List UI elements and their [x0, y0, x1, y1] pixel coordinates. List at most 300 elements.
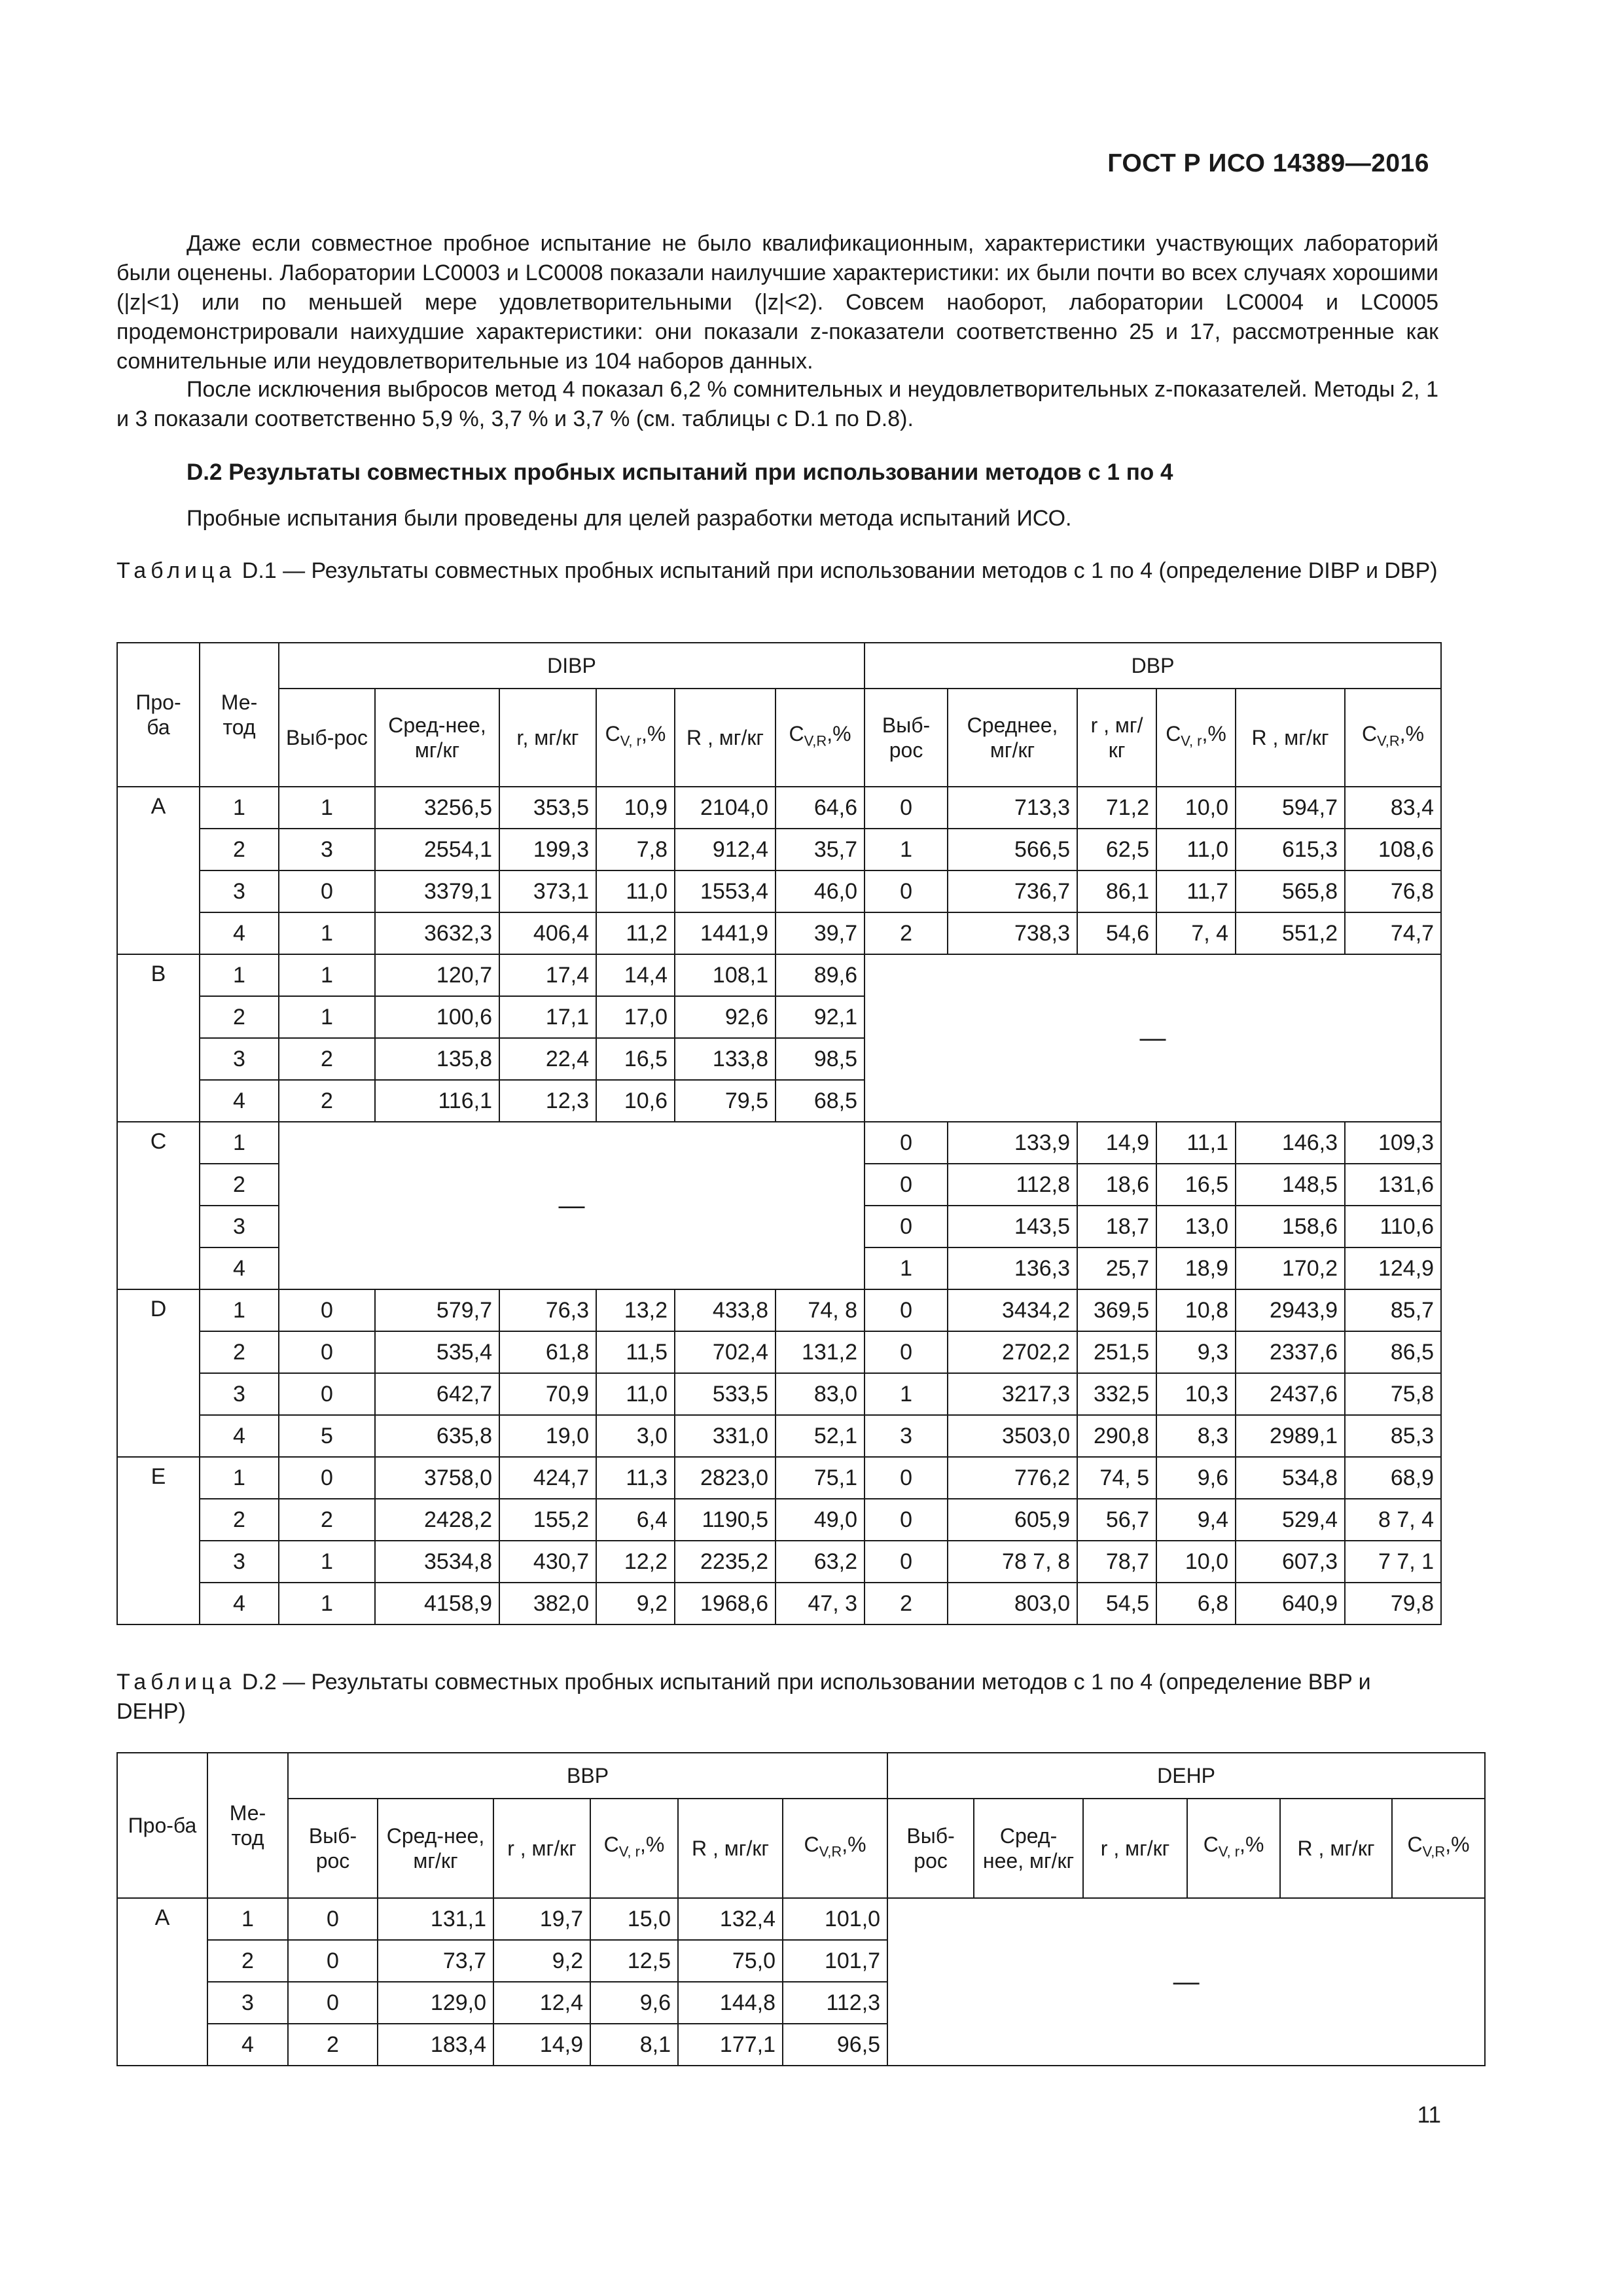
table-cell: 96,5: [783, 2024, 887, 2066]
cvR-subscript: V,R: [1377, 732, 1400, 749]
table-cell: 75,8: [1345, 1373, 1441, 1415]
method-cell: 1: [200, 954, 279, 996]
header-r: r , мг/кг: [493, 1799, 590, 1898]
method-cell: 4: [200, 1583, 279, 1624]
method-cell: 1: [200, 1457, 279, 1499]
table-cell: 0: [865, 1541, 948, 1583]
table-cell: 46,0: [776, 870, 865, 912]
table-cell: 0: [865, 1122, 948, 1164]
table-cell: 290,8: [1077, 1415, 1156, 1457]
table-cell: 0: [288, 1940, 378, 1982]
table-cell: 39,7: [776, 912, 865, 954]
table-d2: [116, 1752, 1486, 2066]
table-cell: 9,2: [596, 1583, 675, 1624]
table-cell: 54,6: [1077, 912, 1156, 954]
table-cell: 1441,9: [675, 912, 776, 954]
table-cell: 9,3: [1156, 1331, 1236, 1373]
table-cell: 62,5: [1077, 829, 1156, 870]
table-cell: 1968,6: [675, 1583, 776, 1624]
table-cell: 19,7: [493, 1898, 590, 1940]
table-cell: 101,7: [783, 1940, 887, 1982]
header-method: Ме-тод: [200, 643, 279, 787]
table-row: [117, 829, 1441, 870]
table-cell: 74, 8: [776, 1289, 865, 1331]
table-cell: 9,2: [493, 1940, 590, 1982]
no-data-cell: —: [887, 1898, 1485, 2066]
table-cell: 10,0: [1156, 1541, 1236, 1583]
table-cell: 594,7: [1236, 787, 1345, 829]
table-cell: 18,6: [1077, 1164, 1156, 1206]
table-cell: 1: [279, 787, 375, 829]
method-cell: 4: [200, 912, 279, 954]
table-cell: 70,9: [499, 1373, 596, 1415]
table-cell: 1: [279, 1583, 375, 1624]
table-cell: 11,7: [1156, 870, 1236, 912]
header-outliers: Выб-рос: [288, 1799, 378, 1898]
method-cell: 2: [200, 1164, 279, 1206]
table-cell: 3503,0: [948, 1415, 1077, 1457]
table-cell: 13,0: [1156, 1206, 1236, 1247]
header-cvR: [1345, 689, 1441, 787]
table-cell: 17,4: [499, 954, 596, 996]
table-caption-text: D.1 — Результаты совместных пробных испытаний при использовании методов с 1 по 4 (определение DIBP и DBP): [236, 558, 1438, 583]
table-cell: 112,3: [783, 1982, 887, 2024]
table-cell: 251,5: [1077, 1331, 1156, 1373]
sample-label: C: [117, 1122, 200, 1289]
table-cell: 2437,6: [1236, 1373, 1345, 1415]
table-cell: 155,2: [499, 1499, 596, 1541]
table-cell: 79,8: [1345, 1583, 1441, 1624]
table-cell: 131,6: [1345, 1164, 1441, 1206]
table-cell: 78,7: [1077, 1541, 1156, 1583]
table-cell: 1: [865, 1373, 948, 1415]
cvr-symbol: C: [1166, 722, 1181, 746]
table-row: [117, 1373, 1441, 1415]
table-cell: 131,2: [776, 1331, 865, 1373]
group-header-bbp: BBP: [288, 1753, 887, 1799]
table-cell: 12,4: [493, 1982, 590, 2024]
table-cell: 83,0: [776, 1373, 865, 1415]
table-cell: 2: [279, 1499, 375, 1541]
table-cell: 9,4: [1156, 1499, 1236, 1541]
table-row: [117, 912, 1441, 954]
header-r: r , мг/кг: [1083, 1799, 1187, 1898]
table-cell: 63,2: [776, 1541, 865, 1583]
cvr-unit: ,%: [1240, 1833, 1264, 1857]
group-header-dibp: DIBP: [279, 643, 865, 689]
header-outliers: Выб-рос: [887, 1799, 974, 1898]
table-cell: 6,8: [1156, 1583, 1236, 1624]
table-cell: 56,7: [1077, 1499, 1156, 1541]
table-cell: 1190,5: [675, 1499, 776, 1541]
table-cell: 353,5: [499, 787, 596, 829]
table-label: Таблица: [116, 1670, 236, 1695]
header-mean: Сред-нее, мг/кг: [375, 689, 499, 787]
table-cell: 35,7: [776, 829, 865, 870]
table-cell: 738,3: [948, 912, 1077, 954]
table-cell: 49,0: [776, 1499, 865, 1541]
no-data-cell: —: [865, 954, 1441, 1122]
header-mean: Сред-нее, мг/кг: [378, 1799, 493, 1898]
method-cell: 3: [207, 1982, 288, 2024]
cvr-unit: ,%: [639, 1833, 665, 1857]
method-cell: 1: [207, 1898, 288, 1940]
table-cell: 54,5: [1077, 1583, 1156, 1624]
table-cell: 86,1: [1077, 870, 1156, 912]
table-cell: 109,3: [1345, 1122, 1441, 1164]
table-cell: 605,9: [948, 1499, 1077, 1541]
header-R: R , мг/кг: [1236, 689, 1345, 787]
table-row: [117, 1415, 1441, 1457]
table-cell: 101,0: [783, 1898, 887, 1940]
header-sample: Про-ба: [117, 1753, 207, 1898]
table-cell: 3: [865, 1415, 948, 1457]
header-cvR: [776, 689, 865, 787]
table-cell: 19,0: [499, 1415, 596, 1457]
table-row: [117, 1331, 1441, 1373]
table-cell: 133,9: [948, 1122, 1077, 1164]
table-cell: 52,1: [776, 1415, 865, 1457]
table-2-caption: [116, 1668, 1438, 1727]
table-cell: 640,9: [1236, 1583, 1345, 1624]
header-outliers: Выб-рос: [865, 689, 948, 787]
section-heading: D.2 Результаты совместных пробных испытаний при использовании методов с 1 по 4: [187, 459, 1173, 485]
table-cell: 85,7: [1345, 1289, 1441, 1331]
table-cell: 3: [279, 829, 375, 870]
table-d1: [116, 642, 1442, 1625]
method-cell: 1: [200, 787, 279, 829]
table-cell: 98,5: [776, 1038, 865, 1080]
method-cell: 3: [200, 870, 279, 912]
table-cell: 1: [279, 912, 375, 954]
table-cell: 132,4: [678, 1898, 783, 1940]
table-cell: 14,4: [596, 954, 675, 996]
page-number: 11: [1417, 2102, 1441, 2128]
method-cell: 3: [200, 1038, 279, 1080]
table-cell: 615,3: [1236, 829, 1345, 870]
cvR-unit: ,%: [1399, 722, 1425, 746]
paragraph-text: Даже если совместное пробное испытание не было квалификационным, характеристики участвующих лабораторий были оценены. Лаборатории LC0003 и LC0008 показали наилучшие характеристики: их были почти во всех случаях хорошими (|z|<1) или по меньшей мере удовлетворительными (|z|<2). Совсем наоборот, лаборатории LC0004 и LC0005 продемонстрировали наихудшие характеристики: они показали z-показатели соответственно 25 и 17, рассмотренные как сомнительные или неудовлетворительные из 104 наборов данных.: [116, 231, 1438, 374]
table-cell: 3217,3: [948, 1373, 1077, 1415]
header-r: r, мг/кг: [499, 689, 596, 787]
method-cell: 2: [207, 1940, 288, 1982]
table-1-caption: [116, 556, 1438, 586]
table-cell: 2943,9: [1236, 1289, 1345, 1331]
cvR-subscript: V,R: [819, 1843, 842, 1860]
table-cell: 7,8: [596, 829, 675, 870]
table-cell: 18,7: [1077, 1206, 1156, 1247]
method-cell: 1: [200, 1289, 279, 1331]
table-cell: 424,7: [499, 1457, 596, 1499]
table-cell: 148,5: [1236, 1164, 1345, 1206]
table-cell: 2235,2: [675, 1541, 776, 1583]
table-cell: 2337,6: [1236, 1331, 1345, 1373]
cvr-subscript: V, r: [1181, 732, 1202, 749]
table-row: [117, 870, 1441, 912]
table-cell: 120,7: [375, 954, 499, 996]
table-cell: 136,3: [948, 1247, 1077, 1289]
table-cell: 116,1: [375, 1080, 499, 1122]
method-cell: 4: [200, 1415, 279, 1457]
table-cell: 533,5: [675, 1373, 776, 1415]
method-cell: 3: [200, 1206, 279, 1247]
table-cell: 108,1: [675, 954, 776, 996]
table-cell: 0: [865, 1289, 948, 1331]
table-label: Таблица: [116, 558, 236, 583]
table-cell: 22,4: [499, 1038, 596, 1080]
paragraph-1: [116, 229, 1438, 376]
table-cell: 369,5: [1077, 1289, 1156, 1331]
table-cell: 10,6: [596, 1080, 675, 1122]
table-cell: 551,2: [1236, 912, 1345, 954]
header-cvr: [590, 1799, 678, 1898]
table-cell: 534,8: [1236, 1457, 1345, 1499]
table-cell: 776,2: [948, 1457, 1077, 1499]
cvr-unit: ,%: [1202, 722, 1226, 746]
table-cell: 199,3: [499, 829, 596, 870]
table-cell: 76,8: [1345, 870, 1441, 912]
table-cell: 76,3: [499, 1289, 596, 1331]
table-cell: 0: [865, 1499, 948, 1541]
table-cell: 2: [865, 912, 948, 954]
table-cell: 68,5: [776, 1080, 865, 1122]
table-cell: 170,2: [1236, 1247, 1345, 1289]
table-row: [117, 1289, 1441, 1331]
table-cell: 183,4: [378, 2024, 493, 2066]
cvR-symbol: C: [789, 722, 804, 746]
cvr-symbol: C: [1203, 1833, 1219, 1857]
table-cell: 565,8: [1236, 870, 1345, 912]
table-cell: 146,3: [1236, 1122, 1345, 1164]
table-cell: 17,1: [499, 996, 596, 1038]
table-cell: 135,8: [375, 1038, 499, 1080]
table-cell: 1: [279, 1541, 375, 1583]
table-cell: 0: [865, 787, 948, 829]
table-cell: 12,5: [590, 1940, 678, 1982]
table-cell: 15,0: [590, 1898, 678, 1940]
table-cell: 86,5: [1345, 1331, 1441, 1373]
table-cell: 74, 5: [1077, 1457, 1156, 1499]
table-row: [117, 1898, 1485, 1940]
sample-label: B: [117, 954, 200, 1122]
table-cell: 0: [279, 1373, 375, 1415]
table-cell: 1: [865, 829, 948, 870]
table-cell: 16,5: [596, 1038, 675, 1080]
table-row: [117, 1499, 1441, 1541]
table-d2-body: [117, 1898, 1485, 2066]
table-cell: 2823,0: [675, 1457, 776, 1499]
sample-label: A: [117, 787, 200, 954]
table-cell: 8,3: [1156, 1415, 1236, 1457]
method-cell: 4: [200, 1080, 279, 1122]
paragraph-text: После исключения выбросов метод 4 показал 6,2 % сомнительных и неудовлетворительных z-показателей. Методы 2, 1 и 3 показали соответственно 5,9 %, 3,7 % и 3,7 % (см. таблицы с D.1 по D.8).: [116, 377, 1438, 431]
table-cell: 10,3: [1156, 1373, 1236, 1415]
table-cell: 89,6: [776, 954, 865, 996]
cvR-unit: ,%: [1445, 1833, 1470, 1857]
document-header: ГОСТ Р ИСО 14389—2016: [1107, 149, 1429, 177]
method-cell: 2: [200, 829, 279, 870]
table-cell: 11,1: [1156, 1122, 1236, 1164]
table-cell: 47, 3: [776, 1583, 865, 1624]
header-mean: Среднее, мг/кг: [948, 689, 1077, 787]
table-cell: 8,1: [590, 2024, 678, 2066]
table-cell: 736,7: [948, 870, 1077, 912]
table-cell: 78 7, 8: [948, 1541, 1077, 1583]
table-cell: 332,5: [1077, 1373, 1156, 1415]
table-cell: 713,3: [948, 787, 1077, 829]
table-cell: 12,2: [596, 1541, 675, 1583]
table-caption-text: D.2 — Результаты совместных пробных испытаний при использовании методов с 1 по 4 (определение BBP и DEHP): [116, 1670, 1371, 1724]
header-R: R , мг/кг: [678, 1799, 783, 1898]
table-cell: 803,0: [948, 1583, 1077, 1624]
table-cell: 14,9: [493, 2024, 590, 2066]
table-cell: 68,9: [1345, 1457, 1441, 1499]
table-cell: 1553,4: [675, 870, 776, 912]
table-cell: 373,1: [499, 870, 596, 912]
table-cell: 177,1: [678, 2024, 783, 2066]
table-cell: 7, 4: [1156, 912, 1236, 954]
method-cell: 2: [200, 1499, 279, 1541]
table-row: [117, 1457, 1441, 1499]
cvR-symbol: C: [1362, 722, 1378, 746]
cvR-symbol: C: [804, 1833, 819, 1857]
table-cell: 5: [279, 1415, 375, 1457]
table-cell: 9,6: [1156, 1457, 1236, 1499]
table-cell: 3256,5: [375, 787, 499, 829]
table-cell: 3,0: [596, 1415, 675, 1457]
cvr-subscript: V, r: [620, 732, 641, 749]
table-d1-body: [117, 787, 1441, 1624]
method-cell: 4: [200, 1247, 279, 1289]
table-cell: 13,2: [596, 1289, 675, 1331]
table-cell: 74,7: [1345, 912, 1441, 954]
table-cell: 8 7, 4: [1345, 1499, 1441, 1541]
table-cell: 11,2: [596, 912, 675, 954]
table-cell: 2: [288, 2024, 378, 2066]
table-cell: 3534,8: [375, 1541, 499, 1583]
header-cvr: [1187, 1799, 1280, 1898]
table-cell: 17,0: [596, 996, 675, 1038]
table-cell: 1: [865, 1247, 948, 1289]
table-cell: 912,4: [675, 829, 776, 870]
table-cell: 3758,0: [375, 1457, 499, 1499]
table-cell: 0: [865, 870, 948, 912]
table-cell: 10,9: [596, 787, 675, 829]
table-cell: 0: [279, 1289, 375, 1331]
header-cvR: [783, 1799, 887, 1898]
table-cell: 382,0: [499, 1583, 596, 1624]
cvr-subscript: V, r: [618, 1843, 640, 1860]
table-cell: 6,4: [596, 1499, 675, 1541]
table-cell: 92,1: [776, 996, 865, 1038]
table-cell: 73,7: [378, 1940, 493, 1982]
table-cell: 131,1: [378, 1898, 493, 1940]
table-cell: 2702,2: [948, 1331, 1077, 1373]
table-cell: 0: [865, 1457, 948, 1499]
header-cvR: [1392, 1799, 1485, 1898]
method-cell: 1: [200, 1122, 279, 1164]
table-cell: 18,9: [1156, 1247, 1236, 1289]
table-cell: 129,0: [378, 1982, 493, 2024]
table-cell: 143,5: [948, 1206, 1077, 1247]
sample-label: A: [117, 1898, 207, 2066]
table-cell: 430,7: [499, 1541, 596, 1583]
table-cell: 3632,3: [375, 912, 499, 954]
table-cell: 0: [279, 870, 375, 912]
table-cell: 10,0: [1156, 787, 1236, 829]
table-cell: 2104,0: [675, 787, 776, 829]
table-cell: 2: [279, 1038, 375, 1080]
method-cell: 2: [200, 1331, 279, 1373]
table-row: [117, 1583, 1441, 1624]
table-cell: 79,5: [675, 1080, 776, 1122]
table-cell: 579,7: [375, 1289, 499, 1331]
table-cell: 702,4: [675, 1331, 776, 1373]
table-cell: 11,0: [596, 870, 675, 912]
table-cell: 14,9: [1077, 1122, 1156, 1164]
table-cell: 0: [865, 1164, 948, 1206]
table-cell: 2554,1: [375, 829, 499, 870]
table-cell: 100,6: [375, 996, 499, 1038]
header-mean: Сред-нее, мг/кг: [974, 1799, 1083, 1898]
table-cell: 2: [865, 1583, 948, 1624]
table-cell: 11,0: [1156, 829, 1236, 870]
table-cell: 2989,1: [1236, 1415, 1345, 1457]
header-outliers: Выб-рос: [279, 689, 375, 787]
cvr-symbol: C: [603, 1833, 619, 1857]
header-sample: Про-ба: [117, 643, 200, 787]
table-cell: 331,0: [675, 1415, 776, 1457]
table-cell: 1: [279, 996, 375, 1038]
cvr-subscript: V, r: [1218, 1843, 1240, 1860]
method-cell: 3: [200, 1373, 279, 1415]
cvR-unit: ,%: [842, 1833, 866, 1857]
table-row: [117, 954, 1441, 996]
header-R: R , мг/кг: [675, 689, 776, 787]
header-r: r , мг/кг: [1077, 689, 1156, 787]
table-cell: 75,1: [776, 1457, 865, 1499]
table-cell: 0: [288, 1982, 378, 2024]
table-cell: 124,9: [1345, 1247, 1441, 1289]
cvR-unit: ,%: [827, 722, 851, 746]
cvR-subscript: V,R: [804, 732, 827, 749]
table-cell: 25,7: [1077, 1247, 1156, 1289]
sample-label: E: [117, 1457, 200, 1624]
table-cell: 11,5: [596, 1331, 675, 1373]
header-method: Ме-тод: [207, 1753, 288, 1898]
table-cell: 566,5: [948, 829, 1077, 870]
header-cvr: [1156, 689, 1236, 787]
table-cell: 9,6: [590, 1982, 678, 2024]
table-row: [117, 1541, 1441, 1583]
table-cell: 92,6: [675, 996, 776, 1038]
table-cell: 83,4: [1345, 787, 1441, 829]
table-row: [117, 787, 1441, 829]
table-cell: 108,6: [1345, 829, 1441, 870]
table-cell: 433,8: [675, 1289, 776, 1331]
table-cell: 0: [288, 1898, 378, 1940]
table-cell: 16,5: [1156, 1164, 1236, 1206]
table-cell: 0: [865, 1206, 948, 1247]
group-header-dehp: DEHP: [887, 1753, 1485, 1799]
table-cell: 64,6: [776, 787, 865, 829]
table-cell: 10,8: [1156, 1289, 1236, 1331]
method-cell: 3: [200, 1541, 279, 1583]
method-cell: 4: [207, 2024, 288, 2066]
table-cell: 2428,2: [375, 1499, 499, 1541]
sample-label: D: [117, 1289, 200, 1457]
no-data-cell: —: [279, 1122, 865, 1289]
